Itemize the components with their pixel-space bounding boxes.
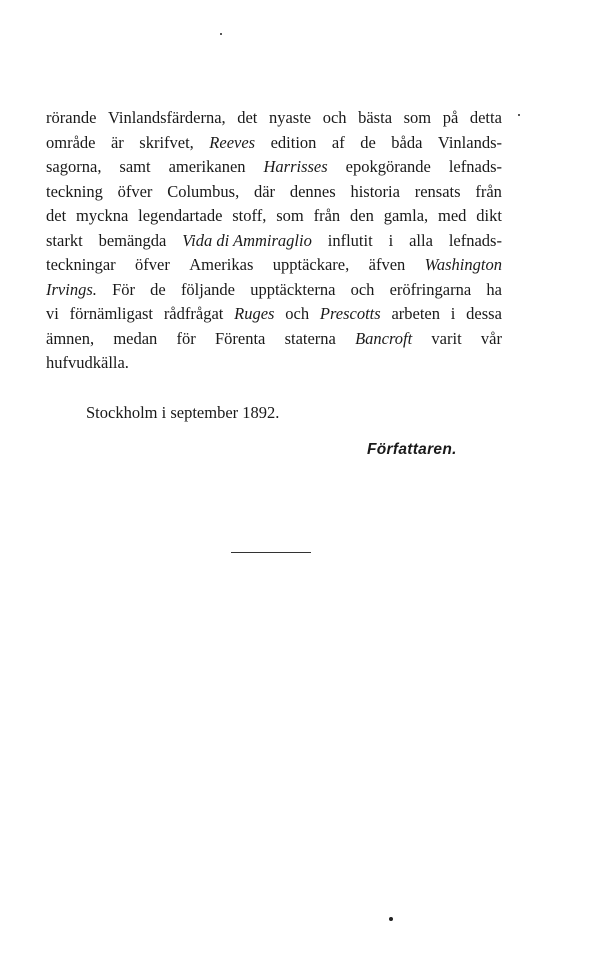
word: eröfringarna [389, 279, 472, 299]
word: Vinlandsfärderna, [107, 108, 226, 127]
text-line [46, 278, 502, 303]
word: hufvudkälla. [46, 353, 129, 372]
italic-word: Reeves [209, 132, 256, 152]
word: äfven [368, 255, 406, 274]
word: edition [270, 132, 317, 152]
text-line [46, 106, 502, 131]
word: bästa [358, 108, 393, 127]
word: där [253, 181, 276, 201]
italic-word: Harrisses [263, 157, 328, 176]
word: som [276, 206, 304, 225]
word: från [475, 181, 502, 201]
word: nyaste [268, 108, 312, 127]
word: de [150, 279, 166, 299]
word: båda [391, 132, 423, 152]
word: arbeten [391, 304, 440, 323]
word: epokgörande [345, 157, 431, 176]
word: samt [119, 157, 151, 176]
text-line [46, 253, 502, 278]
text-line [46, 229, 502, 254]
word: den [350, 206, 374, 225]
word: sagorna, [46, 157, 102, 176]
word: upptäckterna [250, 279, 336, 299]
preface-paragraph [46, 106, 502, 376]
word: dessa [466, 304, 502, 323]
word: som [403, 108, 432, 127]
place-date-line: Stockholm i september 1892. [86, 403, 280, 422]
word: teckning [46, 181, 103, 201]
word: i [388, 230, 394, 250]
text-line [46, 327, 502, 352]
word: med [438, 206, 467, 225]
word: det [46, 206, 67, 225]
word: varit [431, 328, 462, 348]
word: teckningar [46, 255, 116, 274]
italic-word: Vida di Ammiraglio [182, 230, 312, 250]
word: lefnads- [448, 157, 502, 176]
text-line [46, 204, 502, 229]
word: öfver [117, 181, 153, 201]
word: staterna [284, 328, 336, 348]
word: starkt [46, 230, 83, 250]
word: är [110, 132, 124, 152]
word: stoff, [232, 206, 267, 225]
text-line [46, 131, 502, 156]
word: vår [480, 328, 502, 348]
word: upptäckare, [272, 255, 350, 274]
word: gamla, [383, 206, 429, 225]
word: myckna [76, 206, 129, 225]
italic-word: Irvings. [46, 279, 97, 299]
word: Columbus, [167, 181, 240, 201]
word: Amerikas [189, 255, 254, 274]
word: bemängda [98, 230, 167, 250]
word: medan [113, 328, 158, 348]
word: öfver [135, 255, 170, 274]
word: rensats [414, 181, 461, 201]
word: i [450, 304, 456, 323]
word: område [46, 132, 96, 152]
speck-mark [389, 917, 393, 921]
word: och [350, 279, 375, 299]
word: de [360, 132, 376, 152]
word: influtit [327, 230, 373, 250]
word: legendartade [138, 206, 223, 225]
word: af [331, 132, 345, 152]
italic-word: Bancroft [355, 328, 413, 348]
word: från [313, 206, 341, 225]
section-divider-rule [231, 552, 311, 553]
word: historia [350, 181, 400, 201]
italic-word: Washington [424, 255, 502, 274]
word: dennes [289, 181, 336, 201]
italic-word: Ruges [234, 304, 275, 323]
word: Förenta [214, 328, 266, 348]
word: rådfrågat [163, 304, 224, 323]
word: dikt [476, 206, 502, 225]
word: skrifvet, [139, 132, 194, 152]
speck-mark [220, 33, 222, 35]
speck-mark [518, 114, 520, 116]
word: detta [469, 108, 502, 127]
word: och [322, 108, 347, 127]
word: Vinlands- [437, 132, 502, 152]
word: vi [46, 304, 59, 323]
word: det [237, 108, 258, 127]
word: amerikanen [168, 157, 246, 176]
text-line [46, 155, 502, 180]
text-line [46, 351, 502, 376]
word: för [176, 328, 196, 348]
word: följande [180, 279, 235, 299]
italic-word: Prescotts [319, 304, 381, 323]
word: alla [409, 230, 433, 250]
word: rörande [46, 108, 97, 127]
word: För [112, 279, 135, 299]
word: ha [486, 279, 502, 299]
word: och [285, 304, 310, 323]
text-line [46, 180, 502, 205]
word: på [442, 108, 459, 127]
word: lefnads- [448, 230, 502, 250]
author-signature: Författaren. [367, 441, 457, 458]
word: ämnen, [46, 328, 95, 348]
word: förnämligast [69, 304, 154, 323]
text-line [46, 302, 502, 327]
